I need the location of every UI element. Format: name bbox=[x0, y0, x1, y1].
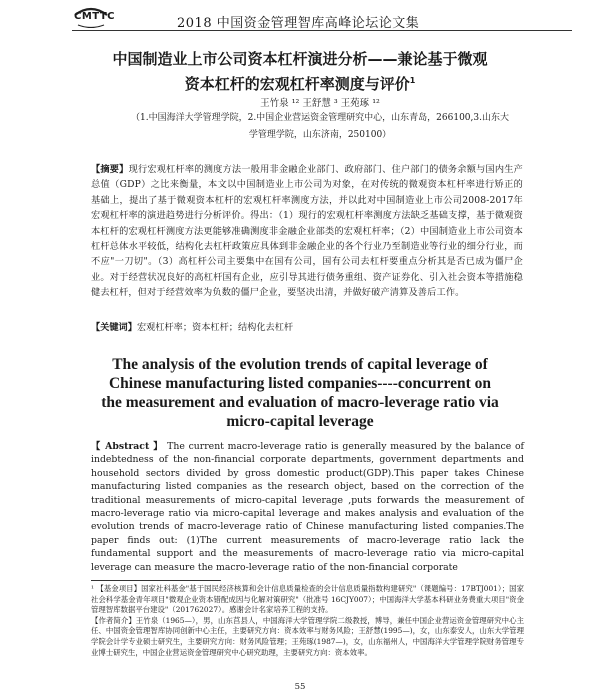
journal-title: 2018 中国资金管理智库高峰论坛论文集 bbox=[177, 16, 420, 31]
title-footnote-marker[interactable]: 1 bbox=[409, 76, 416, 85]
footnotes bbox=[91, 584, 524, 658]
english-title-line-2: Chinese manufacturing listed companies----concurrent on bbox=[108, 375, 492, 392]
english-title-line-3: the measurement and evaluation of macro-leverage ratio via bbox=[101, 394, 499, 411]
english-abstract bbox=[91, 440, 524, 574]
chinese-keywords-label: 【关键词】 bbox=[91, 322, 137, 333]
english-abstract-text: The current macro-leverage ratio is generally measured by the balance of indebtedness of the non-financial corporate departments, government departments and household sectors divided by gross domestic product(GDP).This paper takes Chinese manufacturing listed companies as the research object, based on the correction of the traditional measurements of micro-capital leverage ,puts forwards the measurement of macro-leverage ratio via micro-capital leverage and makes analysis and evaluation of the evolution trends of macro-leverage ratio of Chinese manufacturing listed companies.The paper finds out: (1)The current measurements of macro-leverage ratio lack the fundamental support and the measurements of macro-leverage ratio via micro-capital leverage can measure the macro-leverage ratio of the non-financial corporate bbox=[91, 441, 524, 573]
affiliation-line-2: 学管理学院，山东济南，250100） bbox=[248, 130, 392, 140]
chinese-abstract-label: 【摘要】 bbox=[91, 164, 129, 175]
chinese-keywords bbox=[91, 319, 523, 333]
affiliations bbox=[120, 110, 520, 144]
affiliation-line-1: （1.中国海洋大学管理学院，2.中国企业营运资金管理研究中心，山东青岛，266100,3.山东大 bbox=[131, 113, 509, 123]
footnote-authors: 【作者简介】王竹泉（1965—），男，山东莒县人，中国海洋大学管理学院二级教授，博导，兼任中国企业营运资金管理研究中心主任、中国资金管理智库协同创新中心主任，主要研究方向：资本效率与财务风险；王舒慧(1995—)，女，山东泰安人，山东大学管理学院会计学专业硕士研究生，主要研究方向：财务风险管理；王苑琢(1987—)，女，山东福州人，中国海洋大学管理学院财务管理专业博士研究生，中国企业营运资金管理研究中心研究助理，主要研究方向：资本效率。 bbox=[91, 615, 524, 657]
footnote-funding: ¹ 【基金项目】国家社科基金"基于国民经济核算和会计信息质量检查的会计信息质量指数构建研究"（课题编号：17BTJ001）；国家社会科学基金青年项目"微观企业资本错配成因与化解对策研究"（批准号 16CJY007）；中国海洋大学基本科研业务费重大项目"资金管理智库数据平台建设"（201762027）。感谢会计名家培养工程的支持。 bbox=[91, 584, 524, 615]
chinese-title-line-2-text: 资本杠杆的宏观杠杆率测度与评价 bbox=[184, 75, 410, 93]
chinese-keywords-text: 宏观杠杆率；资本杠杆；结构化去杠杆 bbox=[136, 322, 294, 333]
chinese-abstract-text: 现行宏观杠杆率的测度方法一般用非金融企业部门、政府部门、住户部门的债务余额与国内生产总值（GDP）之比来衡量，本文以中国制造业上市公司为对象，在对传统的微观资本杠杆率进行矫正的基础上，提出了基于微观资本杠杆的宏观杠杆率测度方法，并以此对中国制造业上市公司2008-2017年宏观杠杆率的演进趋势进行分析评价。得出：（1）现行的宏观杠杆率测度方法缺乏基础支撑，基于微观资本杠杆的宏观杠杆测度方法更能够准确测度非金融企业部类的宏观杠杆率；（2）中国制造业上市公司资本杠杆总体水平较低，结构化去杠杆政策应具体到非金融企业的各个行业乃至制造业等行业的细分行业，而不应"一刀切"。（3）高杠杆公司主要集中在国有公司，国有公司去杠杆要重点分析其是否已成为僵尸企业。对于经营状况良好的高杠杆国有企业，应引导其进行债务重组、资产证券化、引入社会资本等措施稳健去杠杆，但对于经营效率为负数的僵尸企业，要坚决出清，并做好破产清算及善后工作。 bbox=[91, 164, 523, 299]
chinese-title bbox=[60, 48, 540, 95]
english-abstract-label: 【 Abstract 】 bbox=[91, 441, 164, 452]
chinese-title-line-1: 中国制造业上市公司资本杠杆演进分析——兼论基于微观 bbox=[112, 50, 488, 68]
english-title bbox=[40, 355, 560, 431]
chinese-title-line-2 bbox=[60, 70, 540, 95]
cmttc-logo bbox=[72, 6, 116, 28]
running-header bbox=[72, 6, 572, 31]
header-divider bbox=[72, 30, 572, 31]
english-title-line-1: The analysis of the evolution trends of capital leverage of bbox=[112, 356, 488, 373]
logo-text: CMTTC bbox=[74, 11, 116, 22]
chinese-abstract bbox=[91, 162, 523, 301]
english-title-line-4: micro-capital leverage bbox=[226, 413, 374, 430]
footnote-divider bbox=[91, 580, 221, 581]
page-number: 55 bbox=[294, 682, 306, 692]
authors: 王竹泉 ¹² 王舒慧 ³ 王苑琢 ¹² bbox=[260, 98, 380, 109]
